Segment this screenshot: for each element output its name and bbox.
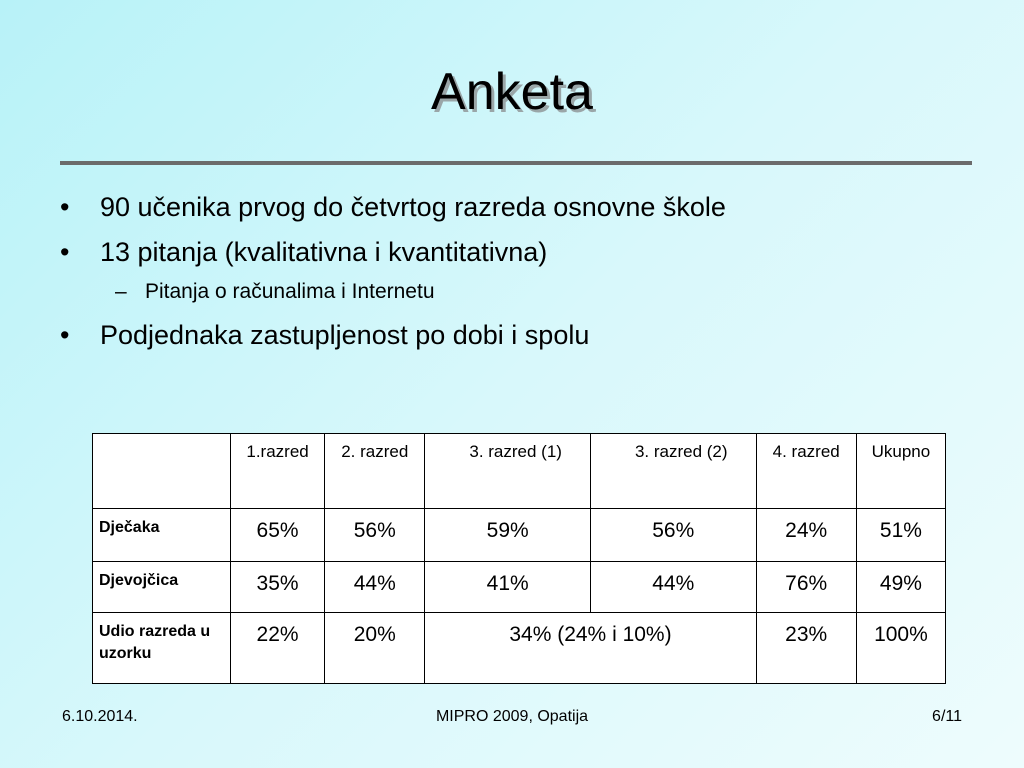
table-cell: 35% (231, 562, 325, 613)
bullet-dot: • (60, 192, 70, 222)
header-cell: 1.razred (231, 434, 325, 509)
footer-page-number: 6/11 (932, 708, 962, 725)
header-corner-cell (93, 434, 231, 509)
bullet-item (60, 235, 860, 270)
table-cell: 24% (756, 509, 856, 562)
table-cell: 22% (231, 613, 325, 684)
slide-title: Anketa (431, 63, 593, 121)
sub-bullet-item (60, 278, 860, 306)
sub-bullet-text: Pitanja o računalima i Internetu (145, 280, 435, 303)
footer-date: 6.10.2014. (62, 708, 138, 725)
bullet-text: 90 učenika prvog do četvrtog razreda osnovne škole (100, 192, 726, 222)
row-label: Djevojčica (93, 562, 231, 613)
survey-table (92, 433, 946, 684)
row-label: Udio razreda u uzorku (93, 613, 231, 684)
table-cell: 56% (590, 509, 756, 562)
table-row (93, 562, 946, 613)
bullet-item (60, 190, 860, 225)
sub-bullet-dash: – (115, 280, 127, 303)
table-cell: 76% (756, 562, 856, 613)
table-cell: 20% (325, 613, 425, 684)
bullet-dot: • (60, 237, 70, 267)
header-cell: 3. razred (2) (590, 434, 756, 509)
table-row (93, 613, 946, 684)
table-cell: 51% (856, 509, 945, 562)
bullet-text: 13 pitanja (kvalitativna i kvantitativna) (100, 237, 548, 267)
bullet-item (60, 318, 860, 353)
table-row (93, 509, 946, 562)
table-header-row (93, 434, 946, 509)
bullet-text: Podjednaka zastupljenost po dobi i spolu (100, 320, 590, 350)
table-cell: 100% (856, 613, 945, 684)
header-cell: 2. razred (325, 434, 425, 509)
header-cell: 3. razred (1) (425, 434, 591, 509)
table-cell: 65% (231, 509, 325, 562)
table-cell: 41% (425, 562, 591, 613)
title-divider (60, 161, 972, 165)
table-cell: 59% (425, 509, 591, 562)
row-label: Dječaka (93, 509, 231, 562)
bullet-dot: • (60, 320, 70, 350)
table-cell-merged: 34% (24% i 10%) (425, 613, 756, 684)
table-cell: 23% (756, 613, 856, 684)
header-cell: Ukupno (856, 434, 945, 509)
footer-event: MIPRO 2009, Opatija (435, 708, 589, 725)
table-cell: 44% (325, 562, 425, 613)
bullet-list (60, 190, 860, 363)
header-cell: 4. razred (756, 434, 856, 509)
table-cell: 56% (325, 509, 425, 562)
table-cell: 44% (590, 562, 756, 613)
table-cell: 49% (856, 562, 945, 613)
